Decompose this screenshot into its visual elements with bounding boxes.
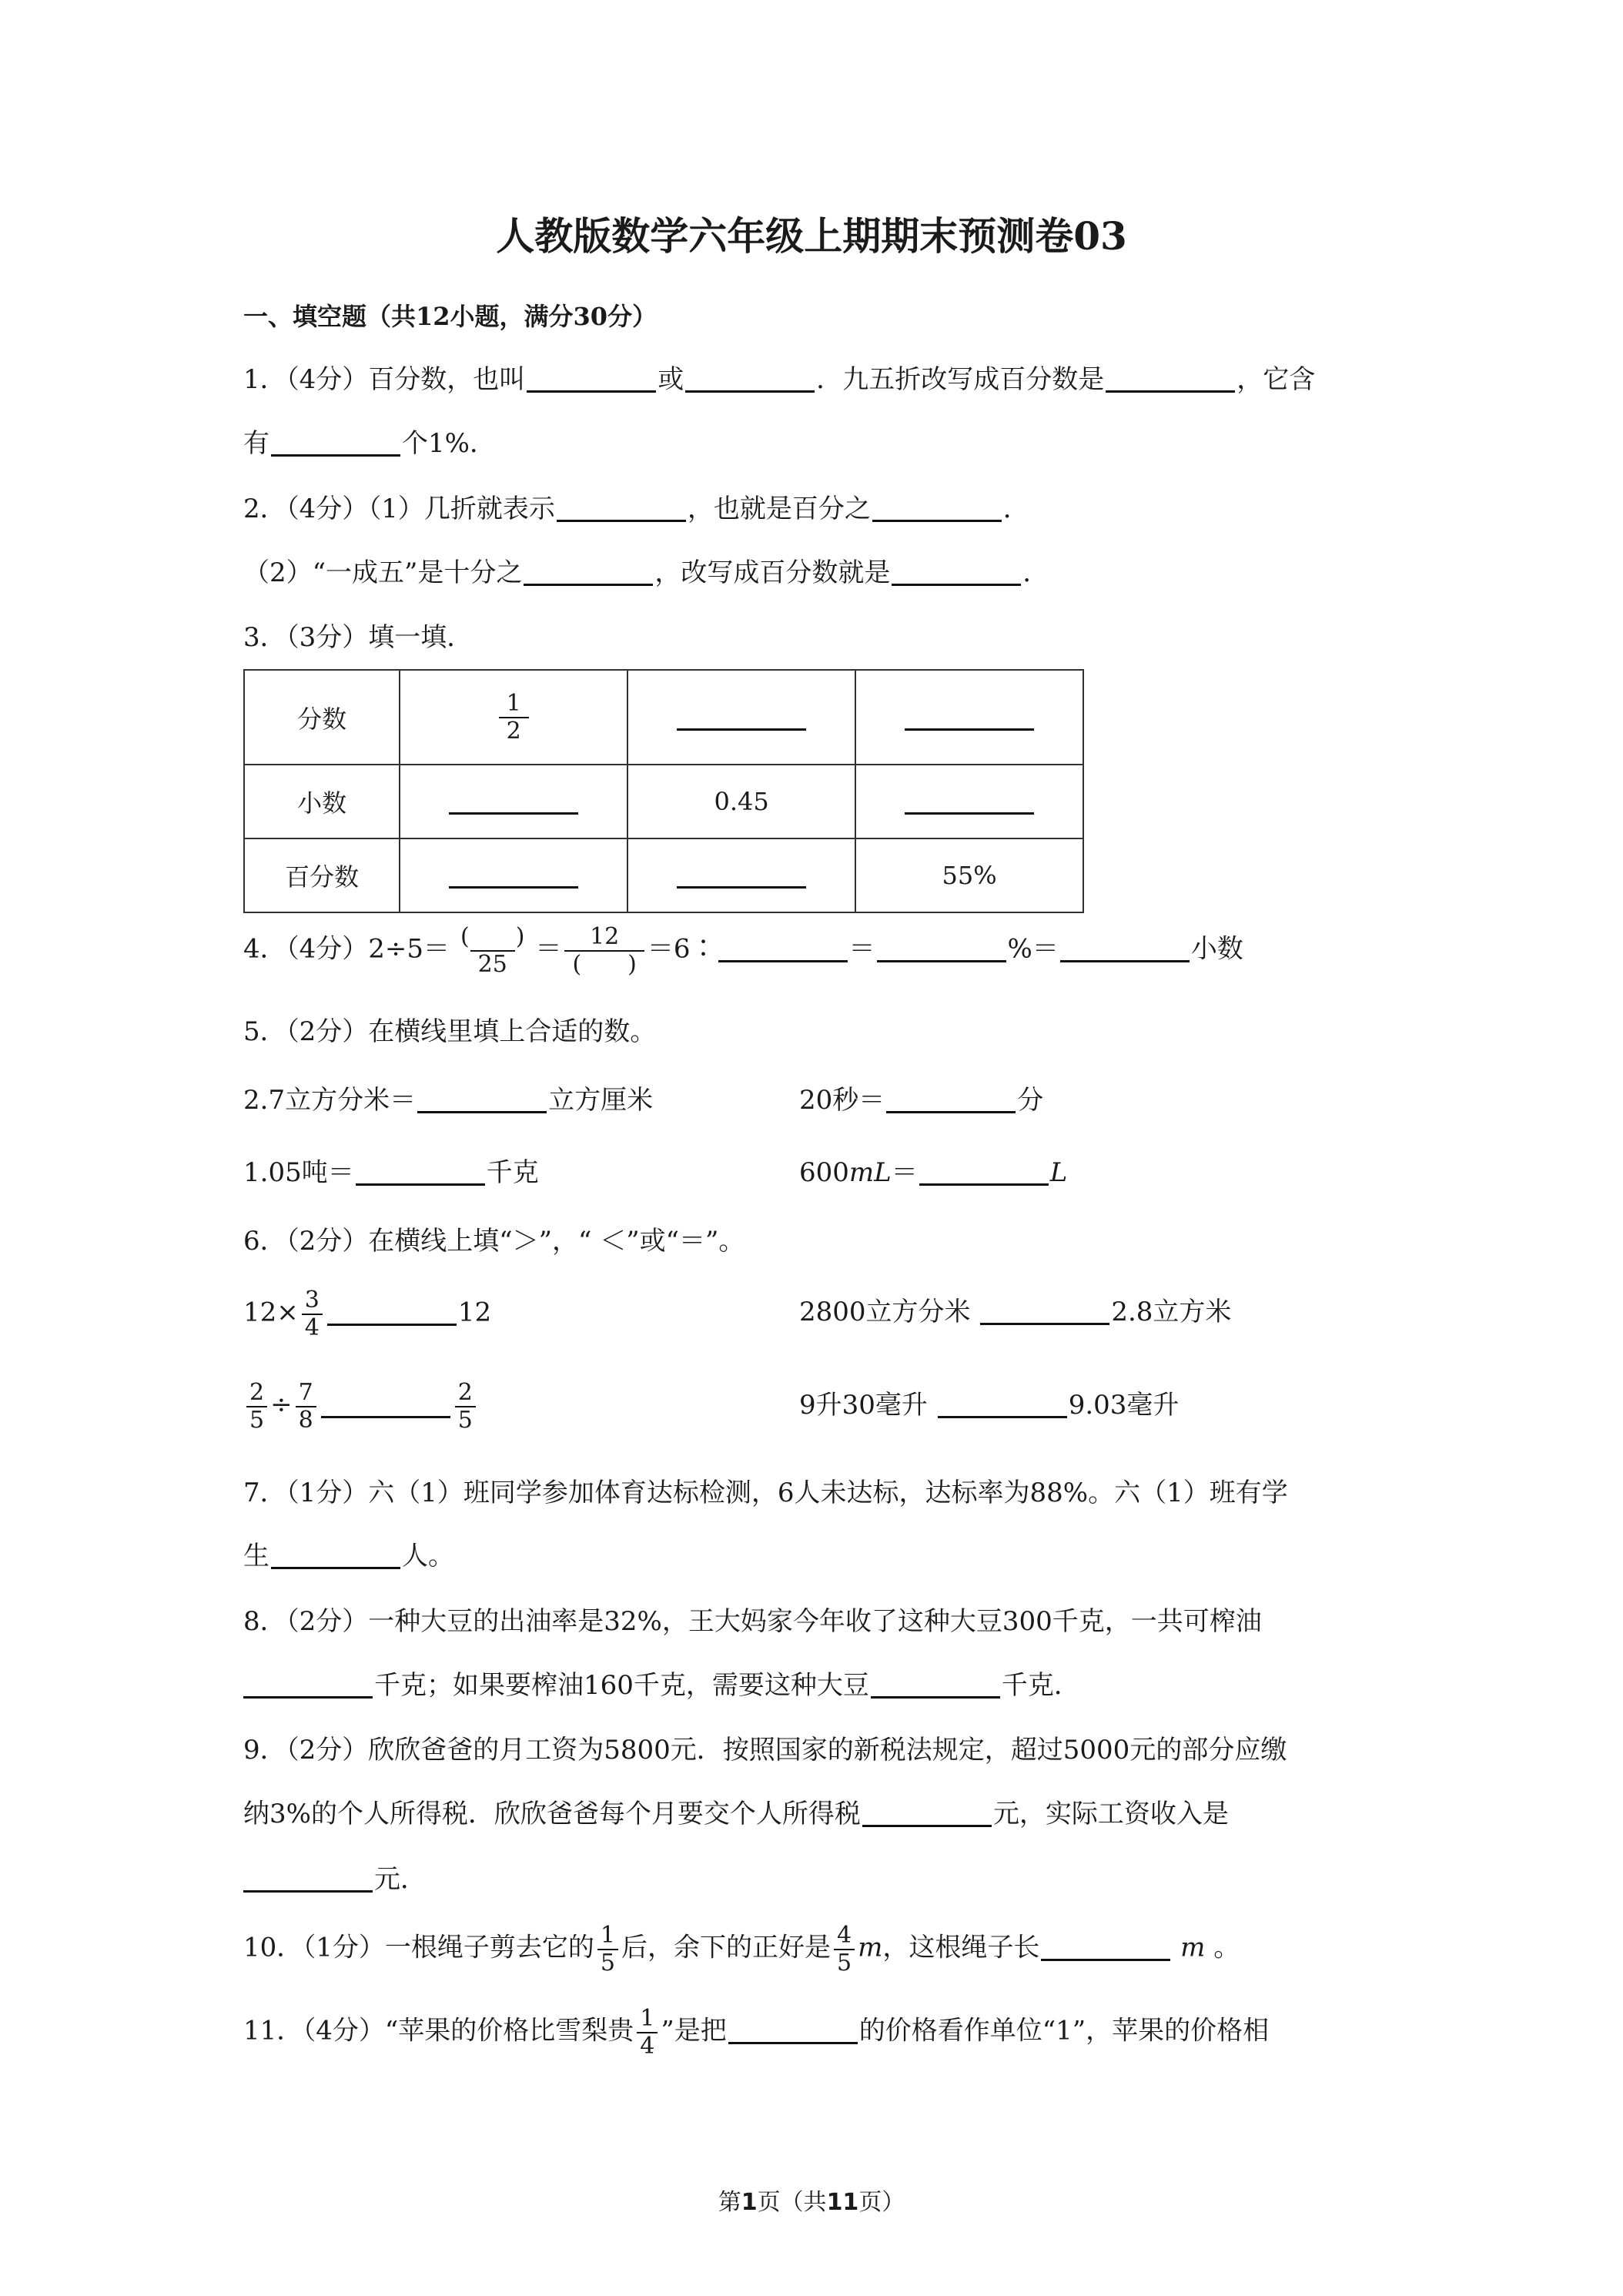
page-footer xyxy=(0,2191,1623,2214)
q11-text-c: 的价格看作单位“1”，苹果的价格相 xyxy=(858,2015,1270,2047)
question-3-label: 3．（3分）填一填． xyxy=(243,622,474,653)
q2-text-f: ． xyxy=(1022,557,1049,588)
row-header-percent: 百分数 xyxy=(244,838,400,912)
q10-fraction-2: $\frac{4}{5}$ xyxy=(834,1923,855,1976)
q9-text-d: 元． xyxy=(374,1864,427,1895)
q6-blank-4[interactable] xyxy=(938,1416,1067,1418)
row-header-decimal: 小数 xyxy=(244,765,400,838)
question-9-line-3 xyxy=(243,1866,427,1893)
q6-c-fraction-1: $\frac{2}{5}$ xyxy=(246,1380,267,1433)
question-10 xyxy=(243,1923,1240,1976)
q6-a-fraction: $\frac{3}{4}$ xyxy=(302,1287,323,1340)
q6-b-right: 2.8立方米 xyxy=(1111,1297,1232,1327)
q1-blank-1[interactable] xyxy=(527,390,656,393)
q2-blank-4[interactable] xyxy=(892,584,1021,586)
q2-text-a: 2．（4分）（1）几折就表示 xyxy=(243,494,555,524)
q6-a-left: 12× xyxy=(243,1297,299,1328)
footer-total-pages: 11 xyxy=(826,2189,859,2216)
q2-blank-3[interactable] xyxy=(524,584,653,586)
q6-blank-2[interactable] xyxy=(980,1323,1109,1325)
q5-b-text-2: 分 xyxy=(1017,1085,1044,1116)
q6-c-fraction-3: $\frac{2}{5}$ xyxy=(455,1380,476,1433)
table-blank[interactable] xyxy=(677,728,806,731)
question-1-line-1 xyxy=(243,366,1315,393)
q9-blank-1[interactable] xyxy=(862,1825,992,1827)
q6-blank-1[interactable] xyxy=(327,1324,457,1326)
q5-d-text-1: 600 xyxy=(799,1157,849,1188)
table-row-percent xyxy=(244,838,1083,912)
question-5-label: 5．（2分）在横线里填上合适的数。 xyxy=(243,1016,657,1047)
q4-text-f: 小数 xyxy=(1190,933,1243,965)
question-8-line-1: 8．（2分）一种大豆的出油率是32%，王大妈家今年收了这种大豆300千克，一共可榨油 xyxy=(243,1606,1262,1637)
question-1-line-2 xyxy=(243,430,496,457)
footer-text-a: 第 xyxy=(718,2189,741,2216)
cell-fraction-blank-2 xyxy=(855,670,1083,765)
q5-b-text-1: 20秒＝ xyxy=(799,1085,885,1116)
q10-text-d: m xyxy=(1180,1932,1206,1963)
q1-text-a: 1．（4分）百分数，也叫 xyxy=(243,364,526,395)
q6-d-right: 9.03毫升 xyxy=(1068,1390,1180,1421)
q6-c-div: ÷ xyxy=(270,1389,293,1421)
q1-text-b: 或 xyxy=(658,364,684,395)
cell-decimal-given: 0.45 xyxy=(627,765,855,838)
row-header-fraction: 分数 xyxy=(244,670,400,765)
q6-b-left: 2800立方分米 xyxy=(799,1297,971,1327)
table-blank[interactable] xyxy=(449,886,578,889)
question-8-line-2 xyxy=(243,1672,1080,1699)
table-row-decimal xyxy=(244,765,1083,838)
q4-text-a: 4．（4分） xyxy=(243,933,369,965)
table-blank[interactable] xyxy=(677,886,806,889)
question-6-label: 6．（2分）在横线上填“＞”，“ ＜”或“＝”。 xyxy=(243,1226,745,1257)
q1-text-d: ，它含 xyxy=(1236,364,1316,395)
q1-text-e: 有 xyxy=(243,428,269,459)
q5-item-b xyxy=(799,1085,1044,1116)
cell-percent-given: 55% xyxy=(855,838,1083,912)
question-9-line-1: 9．（2分）欣欣爸爸的月工资为5800元．按照国家的新税法规定，超过5000元的部分应缴 xyxy=(243,1735,1287,1766)
q6-item-c xyxy=(243,1380,479,1433)
q6-c-fraction-2: $\frac{7}{8}$ xyxy=(296,1380,316,1433)
q5-c-text-1: 1.05吨＝ xyxy=(243,1157,354,1188)
q5-a-text-2: 立方厘米 xyxy=(548,1085,654,1116)
q2-text-d: （2）“一成五”是十分之 xyxy=(243,557,523,588)
q9-blank-2[interactable] xyxy=(243,1890,373,1893)
q1-blank-4[interactable] xyxy=(271,454,400,457)
q2-blank-2[interactable] xyxy=(872,520,1002,522)
q5-blank-4[interactable] xyxy=(919,1183,1049,1186)
q2-text-b: ，也就是百分之 xyxy=(687,494,871,524)
q5-blank-3[interactable] xyxy=(356,1183,485,1186)
q5-d-eq: ＝ xyxy=(891,1157,918,1188)
q10-text-b: 后，余下的正好是 xyxy=(621,1932,831,1963)
cell-percent-blank-1 xyxy=(400,838,627,912)
q2-text-e: ，改写成百分数就是 xyxy=(654,557,891,588)
q9-text-c: 元，实际工资收入是 xyxy=(992,1799,1229,1829)
q5-c-text-2: 千克 xyxy=(486,1157,539,1188)
q4-text-b: 2÷5＝ xyxy=(368,933,450,965)
q8-blank-2[interactable] xyxy=(871,1696,1000,1699)
cell-decimal-blank-2 xyxy=(855,765,1083,838)
q4-blank-2[interactable] xyxy=(877,960,1006,962)
q4-text-d: ＝ xyxy=(848,933,875,965)
q1-text-f: 个1%． xyxy=(402,428,496,459)
cell-fraction-blank-1 xyxy=(627,670,855,765)
q4-blank-1[interactable] xyxy=(718,960,848,962)
cell-fraction-given xyxy=(400,670,627,765)
question-2-line-2 xyxy=(243,557,1049,588)
page-title: 人教版数学六年级上期期末预测卷03 xyxy=(496,213,1127,259)
q7-blank-1[interactable] xyxy=(271,1567,400,1569)
q5-item-c xyxy=(243,1157,539,1188)
question-7-line-1: 7．（1分）六（1）班同学参加体育达标检测，6人未达标，达标率为88%。六（1）班有学 xyxy=(243,1478,1288,1508)
q11-blank-1[interactable] xyxy=(728,2042,858,2044)
fraction-one-half: $\frac{1}{2}$ xyxy=(499,691,529,744)
q8-blank-1[interactable] xyxy=(243,1696,373,1699)
question-4 xyxy=(243,924,1243,977)
q10-unit: m xyxy=(858,1932,883,1963)
q6-a-right: 12 xyxy=(457,1297,492,1328)
q11-text-b: ”是把 xyxy=(661,2015,727,2047)
question-2-line-1 xyxy=(243,496,1029,522)
q10-text-c: ，这根绳子长 xyxy=(882,1932,1040,1963)
q4-text-c: ＝6∶ xyxy=(647,933,717,965)
q4-blank-3[interactable] xyxy=(1060,960,1190,962)
footer-text-c: 页） xyxy=(858,2189,905,2216)
q10-blank-1[interactable] xyxy=(1041,1959,1170,1961)
q5-item-a xyxy=(243,1085,654,1116)
footer-text-b: 页（共 xyxy=(757,2189,827,2216)
q6-item-b xyxy=(799,1299,1231,1325)
q1-text-c: ．九五折改写成百分数是 xyxy=(816,364,1105,395)
cell-decimal-blank-1 xyxy=(400,765,627,838)
q10-text-e: 。 xyxy=(1213,1932,1240,1963)
q8-text-b: 千克；如果要榨油160千克，需要这种大豆 xyxy=(374,1670,869,1701)
q10-text-a: 10．（1分）一根绳子剪去它的 xyxy=(243,1932,594,1963)
q5-d-unit-2: L xyxy=(1049,1157,1068,1188)
q8-text-c: 千克． xyxy=(1001,1670,1080,1701)
q10-fraction-1: $\frac{1}{5}$ xyxy=(597,1923,618,1976)
question-9-line-2 xyxy=(243,1801,1229,1827)
footer-page-number: 1 xyxy=(741,2189,758,2216)
table-blank[interactable] xyxy=(905,812,1034,815)
q5-blank-1[interactable] xyxy=(417,1111,547,1113)
q11-text-a: 11．（4分）“苹果的价格比雪梨贵 xyxy=(243,2015,634,2047)
q6-d-left: 9升30毫升 xyxy=(799,1390,928,1421)
q4-fraction-1: $\frac{( )}{25}$ xyxy=(460,923,525,978)
q5-item-d xyxy=(799,1157,1068,1188)
q4-eq: ＝ xyxy=(535,933,562,965)
q2-blank-1[interactable] xyxy=(557,520,686,522)
q1-blank-3[interactable] xyxy=(1106,390,1235,393)
conversion-table xyxy=(243,669,1084,913)
q9-text-b: 纳3%的个人所得税．欣欣爸爸每个月要交个人所得税 xyxy=(243,1799,861,1829)
section-heading: 一、填空题（共12小题，满分30分） xyxy=(243,302,658,331)
q1-blank-2[interactable] xyxy=(685,390,815,393)
q2-text-c: ． xyxy=(1002,494,1029,524)
q6-item-a xyxy=(243,1287,491,1340)
q7-text-b: 生 xyxy=(243,1541,269,1571)
question-11 xyxy=(243,2006,1269,2059)
q11-fraction: $\frac{1}{4}$ xyxy=(637,2006,658,2059)
q4-fraction-2: $\frac{12}{( )}$ xyxy=(564,924,644,977)
q5-blank-2[interactable] xyxy=(886,1111,1016,1113)
question-7-line-2 xyxy=(243,1543,454,1569)
q5-d-unit-1: mL xyxy=(848,1157,892,1188)
cell-percent-blank-2 xyxy=(627,838,855,912)
table-blank[interactable] xyxy=(905,728,1034,731)
q6-blank-3[interactable] xyxy=(321,1416,450,1418)
q6-item-d xyxy=(799,1390,1180,1421)
table-blank[interactable] xyxy=(449,812,578,815)
q7-text-c: 人。 xyxy=(402,1541,454,1571)
table-row-fraction xyxy=(244,670,1083,765)
q4-text-e: %＝ xyxy=(1007,933,1059,965)
q5-a-text-1: 2.7立方分米＝ xyxy=(243,1085,417,1116)
